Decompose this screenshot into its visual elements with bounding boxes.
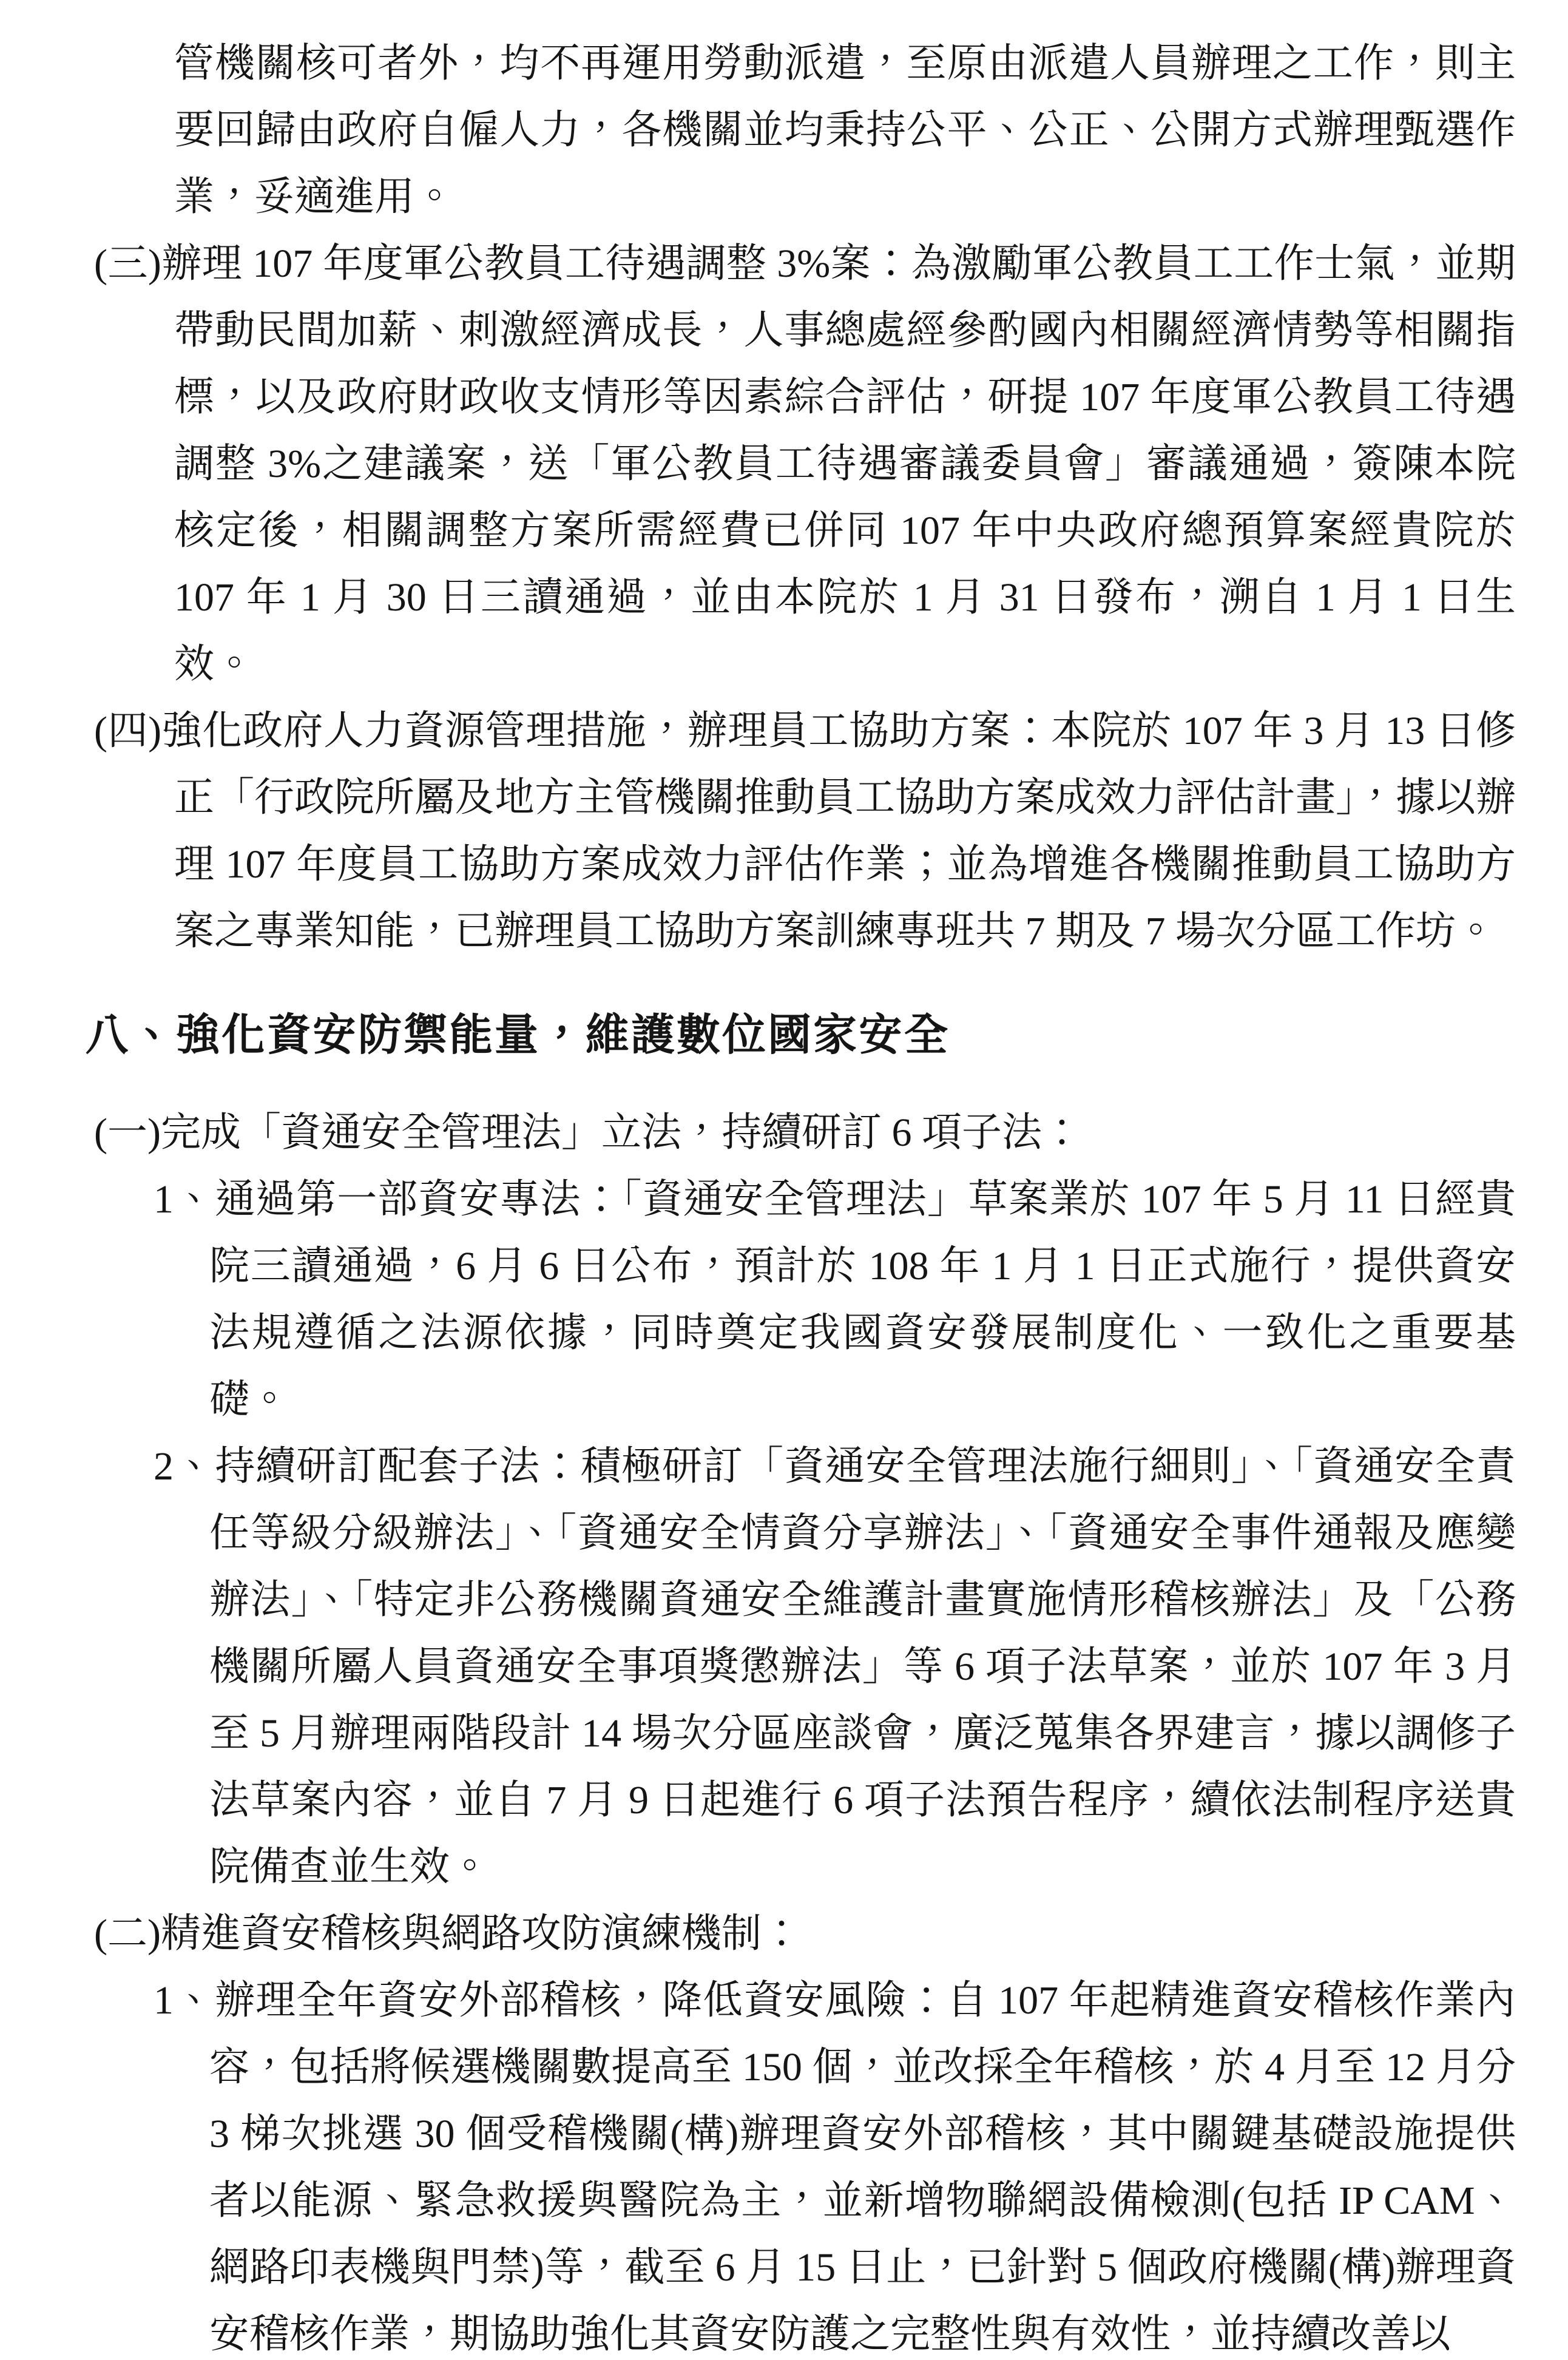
section-2-subitem-1-text: 辦理全年資安外部稽核，降低資安風險：自 107 年起精進資安稽核作業內容，包括將候選機關數提高至 150 個，並改採全年稽核，於 4 月至 12 月分 3 梯次挑選 30 個受稽機關(構)辦理資安外部稽核，其中關鍵基礎設施提供者以能源、緊急救援與醫院為主，並新增物聯網設備檢測(包括 IP CAM、網路印表機與門禁)等，截至 6 月 15 日止，已針對 5 個政府機關(構)辦理資安稽核作業，期協助強化其資安防護之完整性與有效性，並持續改善以 <box>209 1978 1516 2356</box>
list-item-4-label: (四) <box>94 709 162 753</box>
section-1-subitem-2 <box>94 1433 1516 1901</box>
list-item-3 <box>94 231 1516 698</box>
section-2-subitem-1 <box>94 1967 1516 2360</box>
section-2-label: (二) <box>94 1912 161 1956</box>
list-item-3-label: (三) <box>94 242 161 286</box>
section-2-text: 精進資安稽核與網路攻防演練機制： <box>160 1912 802 1956</box>
section-1-label: (一) <box>94 1111 161 1155</box>
continuation-paragraph: 管機關核可者外，均不再運用勞動派遣，至原由派遣人員辦理之工作，則主要回歸由政府自僱人力，各機關並均秉持公平、公正、公開方式辦理甄選作業，妥適進用。 <box>174 41 1516 219</box>
section-1-subitem-1 <box>94 1166 1516 1433</box>
section-2-subitem-1-label: 1、 <box>154 1978 215 2023</box>
section-2-item <box>94 1901 1516 1967</box>
list-item-3-text: 辦理 107 年度軍公教員工待遇調整 3%案：為激勵軍公教員工工作士氣，並期帶動民間加薪、刺激經濟成長，人事總處經參酌國內相關經濟情勢等相關指標，以及政府財政收支情形等因素綜合評估，研提 107 年度軍公教員工待遇調整 3%之建議案，送「軍公教員工待遇審議委員會」審議通過，簽陳本院核定後，相關調整方案所需經費已併同 107 年中央政府總預算案經貴院於 107 年 1 月 30 日三讀通過，並由本院於 1 月 31 日發布，溯自 1 月 1 日生效。 <box>161 242 1516 686</box>
section-1-subitem-2-text: 持續研訂配套子法：積極研訂「資通安全管理法施行細則」、「資通安全責任等級分級辦法」、「資通安全情資分享辦法」、「資通安全事件通報及應變辦法」、「特定非公務機關資通安全維護計畫實施情形稽核辦法」及「公務機關所屬人員資通安全事項獎懲辦法」等 6 項子法草案，並於 107 年 3 月至 5 月辦理兩階段計 14 場次分區座談會，廣泛蒐集各界建言，據以調修子法草案內容，並自 7 月 9 日起進行 6 項子法預告程序，續依法制程序送貴院備查並生效。 <box>209 1444 1516 1889</box>
section-1-item <box>94 1100 1516 1166</box>
section-1-subitem-2-label: 2、 <box>154 1444 215 1489</box>
section-1-subitem-1-text: 通過第一部資安專法：「資通安全管理法」草案業於 107 年 5 月 11 日經貴院三讀通過，6 月 6 日公布，預計於 108 年 1 月 1 日正式施行，提供資安法規遵循之法源依據，同時奠定我國資安發展制度化、一致化之重要基礎。 <box>209 1177 1516 1422</box>
list-item-4-text: 強化政府人力資源管理措施，辦理員工協助方案：本院於 107 年 3 月 13 日修正「行政院所屬及地方主管機關推動員工協助方案成效力評估計畫」，據以辦理 107 年度員工協助方案成效力評估作業；並為增進各機關推動員工協助方案之專業知能，已辦理員工協助方案訓練專班共 7 期及 7 場次分區工作坊。 <box>161 709 1516 953</box>
list-item-4 <box>94 698 1516 965</box>
section-1-subitem-1-label: 1、 <box>154 1177 215 1222</box>
section-1-text: 完成「資通安全管理法」立法，持續研訂 6 項子法： <box>160 1111 1082 1155</box>
section-heading: 八、強化資安防禦能量，維護數位國家安全 <box>85 1011 950 1060</box>
